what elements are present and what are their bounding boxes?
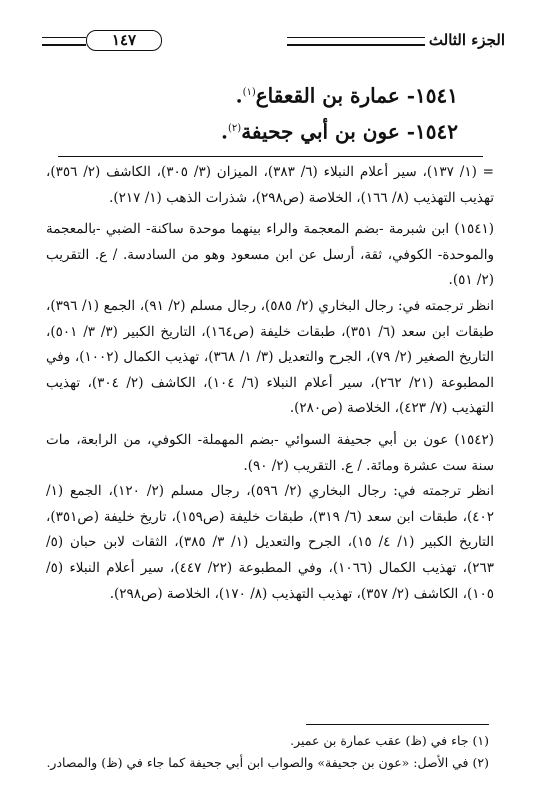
entry-heading: ١٥٤٢- عون بن أبي جحيفة$^{(٢)}$. [221,119,458,144]
running-title: الجزء الثالث [428,31,505,49]
note-paragraph: انظر ترجمته في: رجال البخاري (٢/ ٥٩٦)، رجال مسلم (٢/ ١٢٠)، الجمع (١/ ٤٠٢)، طبقات ابن سعد (٦/ ٣١٩)، طبقات خليفة (ص١٥٩)، تاريخ خليفة (ص٣٥١)، التاريخ الكبير (١/ ٤/ ١٥)، الجرح والتعديل (١/ ٣/ ٣٨٥)، الثقات لابن حبان (٥/ ٢٦٣)، تهذيب الكمال (١٠٦٦)، وفي المطبوعة (٢٢/ ٤٤٧)، سير أعلام النبلاء (٥/ ١٠٥)، الكاشف (٢/ ٣٥٧)، تهذيب التهذيب (٨/ ١٧٠)، الخلاصة (ص٢٩٨). [46,483,495,602]
footnote-marker: (٢) [228,123,242,134]
footnote-rule [306,724,489,725]
entry-heading: ١٥٤١- عمارة بن القعقاع$^{(١)}$. [235,83,458,108]
note-paragraph: = (١/ ١٣٧)، سير أعلام النبلاء (٦/ ٣٨٣)، الميزان (٣/ ٣٠٥)، الكاشف (٢/ ٣٥٦)، تهذيب التهذيب (٨/ ١٦٦)، الخلاصة (ص٢٩٨)، شذرات الذهب (١/ ٢١٧). [46,164,494,206]
header-rule-left [42,37,86,46]
notes-divider [58,156,483,157]
entry-number: ١٥٤١ [415,83,458,108]
entry-name: عون بن أبي جحيفة [241,119,400,144]
header-rule-right [287,37,425,46]
note-paragraph: (١٥٤٢) عون بن أبي جحيفة السوائي -بضم المهملة- الكوفي، من الرابعة، مات سنة ست عشرة ومائة. / ع. التقريب (٢/ ٩٠). [46,431,494,474]
footnotes [44,730,489,774]
entry-number: ١٥٤٢ [415,119,458,144]
page-number: ١٤٧ [86,30,162,51]
editor-notes [46,160,494,607]
footnote-marker: (١) [242,87,256,98]
entry-name: عمارة بن القعقاع [255,83,400,108]
note-paragraph: انظر ترجمته في: رجال البخاري (٢/ ٥٨٥)، رجال مسلم (٢/ ٩١)، الجمع (١/ ٣٩٦)، طبقات ابن سعد (٦/ ٣٥١)، طبقات خليفة (ص١٦٤)، التاريخ الكبير (٣/ ٣/ ٥٠١)، التاريخ الصغير (٢/ ٧٩)، الجرح والتعديل (٣/ ١/ ٣٦٨)، تهذيب الكمال (١٠٠٢)، وفي المطبوعة (٢١/ ٢٦٢)، سير أعلام النبلاء (٦/ ١٠٤)، الكاشف (٢/ ٣٠٤)، تهذيب التهذيب (٧/ ٤٢٣)، الخلاصة (ص٢٨٠). [46,297,495,417]
page-header [42,30,505,70]
note-paragraph: (١٥٤١) ابن شبرمة -بضم المعجمة والراء بينهما موحدة ساكنة- الضبي -بالمعجمة والموحدة- الكوفي، ثقة، أرسل عن ابن مسعود وهو من السادسة. / ع. التقريب (٢/ ٥١). [46,221,494,289]
footnote: (١) جاء في (ظ) عقب عمارة بن عمير. [290,733,489,748]
footnote: (٢) في الأصل: «عون بن جحيفة» والصواب ابن أبي جحيفة كما جاء في (ظ) والمصادر. [46,755,489,770]
